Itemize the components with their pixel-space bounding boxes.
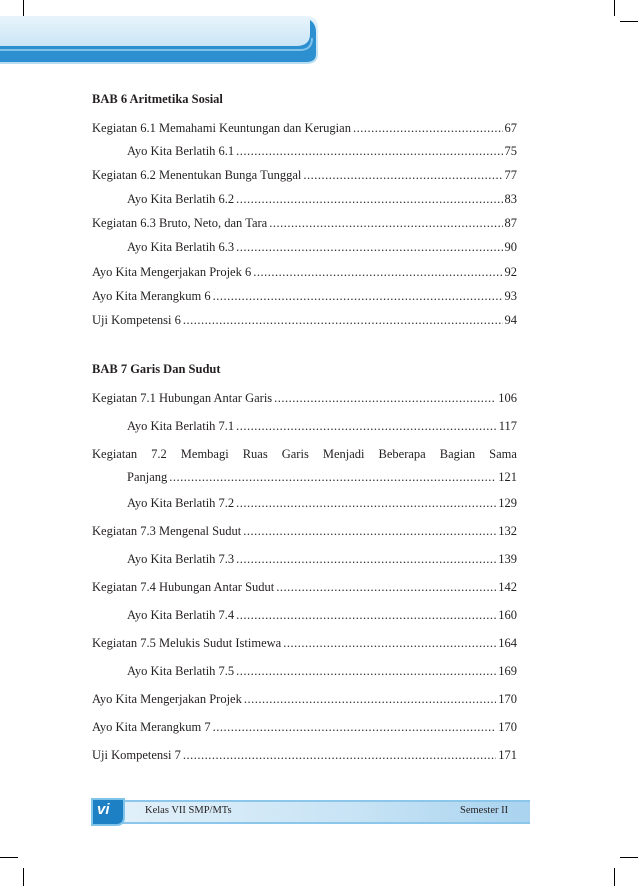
word: Sama	[489, 447, 517, 461]
toc-page-number: 129	[498, 496, 517, 510]
toc-entry-label: Ayo Kita Berlatih 7.1	[127, 419, 235, 433]
toc-page-number: 92	[504, 265, 517, 279]
toc-entry-label: Ayo Kita Berlatih 7.3	[127, 552, 235, 566]
dot-leader	[274, 391, 496, 405]
word: Garis	[281, 447, 309, 461]
toc-entry-label: Kegiatan 7.3 Mengenal Sudut	[92, 524, 242, 538]
toc-entry-label: Uji Kompetensi 6	[92, 313, 181, 327]
toc-entry[interactable]	[92, 636, 517, 650]
toc-page-number: 87	[504, 216, 517, 230]
toc-entry-label: Kegiatan 7.1 Hubungan Antar Garis	[92, 391, 273, 405]
toc-entry[interactable]	[92, 664, 517, 678]
toc-entry[interactable]	[92, 144, 517, 158]
toc-entry[interactable]	[92, 447, 517, 484]
dot-leader	[236, 192, 502, 206]
toc-entry[interactable]	[92, 580, 517, 594]
toc-entry-label: Ayo Kita Berlatih 7.4	[127, 608, 235, 622]
crop-mark	[23, 0, 24, 16]
toc-entry-label: Ayo Kita Berlatih 7.2	[127, 496, 235, 510]
toc-entry-label: Kegiatan 6.3 Bruto, Neto, dan Tara	[92, 216, 268, 230]
dot-leader	[276, 580, 496, 594]
toc-entry-label: Ayo Kita Berlatih 6.3	[127, 240, 235, 254]
toc-page-number: 93	[504, 289, 517, 303]
toc-page-number: 164	[498, 636, 517, 650]
dot-leader	[236, 144, 502, 158]
dot-leader	[283, 636, 496, 650]
toc-entry[interactable]	[92, 692, 517, 706]
toc-entry[interactable]	[92, 240, 517, 254]
word: Membagi	[180, 447, 229, 461]
toc-entry[interactable]	[92, 608, 517, 622]
dot-leader	[236, 496, 496, 510]
dot-leader	[236, 552, 496, 566]
toc-entry-label: Kegiatan 7.4 Hubungan Antar Sudut	[92, 580, 275, 594]
crop-mark	[614, 0, 615, 16]
toc-entry-label: Ayo Kita Mengerjakan Projek	[92, 692, 242, 706]
word: 7.2	[151, 447, 167, 461]
toc-entry[interactable]	[92, 216, 517, 230]
toc-page-number: 90	[504, 240, 517, 254]
toc-entry-label-continued: Panjang	[127, 470, 168, 484]
chapter-7-heading: BAB 7 Garis Dan Sudut	[92, 362, 221, 376]
toc-entry[interactable]	[92, 289, 517, 303]
dot-leader	[236, 240, 502, 254]
toc-page-number: 77	[504, 168, 517, 182]
toc-entry[interactable]	[92, 168, 517, 182]
word: Menjadi	[322, 447, 365, 461]
toc-entry[interactable]	[92, 552, 517, 566]
toc-page-number: 139	[498, 552, 517, 566]
header-banner	[0, 16, 318, 64]
toc-entry[interactable]	[92, 391, 517, 405]
toc-page-number: 169	[498, 664, 517, 678]
toc-entry-label: Ayo Kita Merangkum 6	[92, 289, 211, 303]
dot-leader	[244, 692, 496, 706]
toc-page-number: 117	[498, 419, 517, 433]
toc-page-number: 170	[498, 692, 517, 706]
toc-entry[interactable]	[92, 121, 517, 135]
toc-entry[interactable]	[92, 313, 517, 327]
dot-leader	[213, 289, 503, 303]
toc-entry-label: Ayo Kita Berlatih 6.1	[127, 144, 235, 158]
toc-page-number: 106	[498, 391, 517, 405]
word: Beberapa	[378, 447, 426, 461]
toc-entry[interactable]	[92, 265, 517, 279]
toc-page-number: 142	[498, 580, 517, 594]
dot-leader	[236, 664, 496, 678]
toc-entry[interactable]	[92, 748, 517, 762]
toc-page-number: 171	[498, 748, 517, 762]
word: Kegiatan	[92, 447, 138, 461]
toc-entry-label: Ayo Kita Berlatih 6.2	[127, 192, 235, 206]
crop-mark	[614, 868, 615, 886]
toc-entry[interactable]	[92, 192, 517, 206]
toc-page-number: 160	[498, 608, 517, 622]
toc-entry[interactable]	[92, 720, 517, 734]
toc-entry-label	[92, 447, 517, 461]
toc-entry-label: Uji Kompetensi 7	[92, 748, 181, 762]
dot-leader	[243, 524, 496, 538]
toc-entry-label: Kegiatan 6.2 Menentukan Bunga Tunggal	[92, 168, 302, 182]
word: Ruas	[242, 447, 268, 461]
toc-page-number: 132	[498, 524, 517, 538]
toc-page-number: 121	[498, 470, 517, 484]
toc-page-number: 170	[498, 720, 517, 734]
toc-page-number: 83	[504, 192, 517, 206]
dot-leader	[236, 419, 497, 433]
toc-entry[interactable]	[92, 419, 517, 433]
toc-entry-label: Ayo Kita Mengerjakan Projek 6	[92, 265, 252, 279]
dot-leader	[213, 720, 497, 734]
dot-leader	[183, 748, 496, 762]
dot-leader	[353, 121, 503, 135]
toc-entry-label: Ayo Kita Berlatih 7.5	[127, 664, 235, 678]
dot-leader	[236, 608, 496, 622]
footer-semester-label: Semester II	[460, 805, 509, 816]
crop-mark	[0, 857, 18, 858]
page-number: vi	[97, 801, 110, 818]
toc-entry[interactable]	[92, 496, 517, 510]
dot-leader	[253, 265, 502, 279]
dot-leader	[303, 168, 502, 182]
toc-entry-label: Ayo Kita Merangkum 7	[92, 720, 211, 734]
toc-page-number: 75	[504, 144, 517, 158]
dot-leader	[169, 470, 496, 484]
dot-leader	[269, 216, 502, 230]
toc-entry-label: Kegiatan 6.1 Memahami Keuntungan dan Kerugian	[92, 121, 351, 135]
toc-page-number: 67	[504, 121, 517, 135]
crop-mark	[620, 21, 638, 22]
footer-class-label: Kelas VII SMP/MTs	[145, 805, 232, 816]
toc-entry[interactable]	[92, 524, 517, 538]
crop-mark	[23, 868, 24, 886]
toc-page-number: 94	[504, 313, 517, 327]
dot-leader	[183, 313, 503, 327]
toc-entry-label: Kegiatan 7.5 Melukis Sudut Istimewa	[92, 636, 282, 650]
crop-mark	[620, 857, 638, 858]
chapter-6-heading: BAB 6 Aritmetika Sosial	[92, 92, 223, 106]
word: Bagian	[439, 447, 476, 461]
